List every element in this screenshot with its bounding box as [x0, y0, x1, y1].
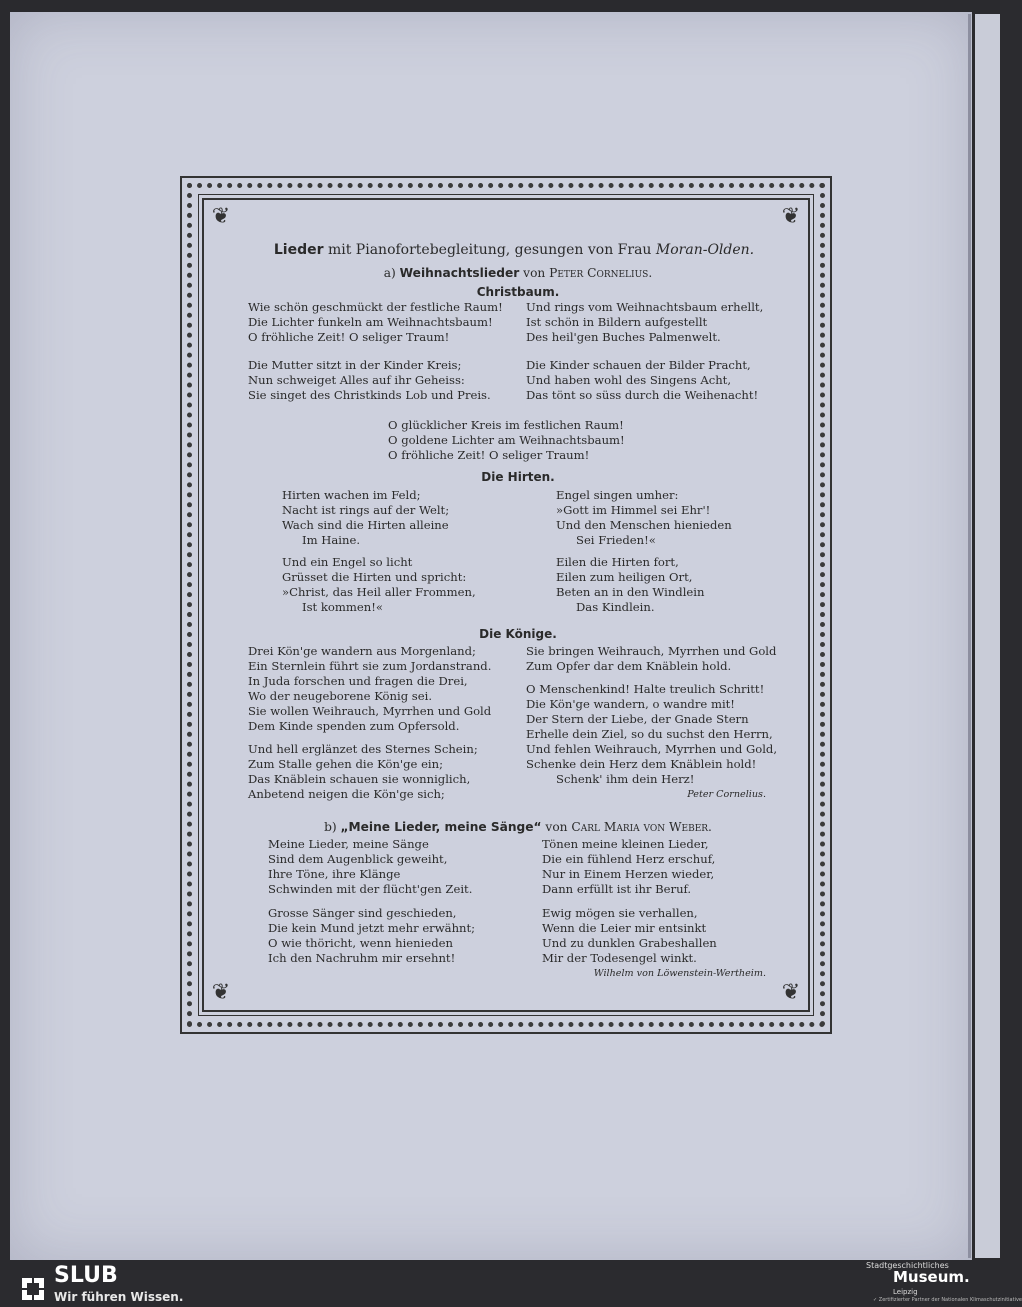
verse-line: Ein Sternlein führt sie zum Jordanstrand.	[248, 659, 492, 673]
hirten-heading: Die Hirten.	[481, 470, 555, 484]
verse-line: Dem Kinde spenden zum Opfersold.	[248, 719, 460, 733]
verse-line: Hirten wachen im Feld;	[282, 488, 421, 502]
signature-cornelius: Peter Cornelius.	[687, 789, 766, 800]
verse-line: O goldene Lichter am Weihnachtsbaum!	[388, 433, 625, 447]
verse-line: Nacht ist rings auf der Welt;	[282, 503, 450, 517]
christbaum-right	[526, 300, 763, 403]
corner-ornament-icon: ❦	[781, 980, 801, 1005]
verse-line: Nun schweiget Alles auf ihr Geheiss:	[248, 373, 465, 387]
verse-line: Im Haine.	[302, 533, 361, 547]
section-b-prefix: b)	[324, 820, 341, 834]
stanza-gap	[248, 734, 491, 742]
verse-line: Schwinden mit der flücht'gen Zeit.	[268, 882, 473, 896]
koenige-heading: Die Könige.	[479, 627, 557, 641]
verse-line: Drei Kön'ge wandern aus Morgenland;	[248, 644, 476, 658]
section-b-von: von	[541, 820, 572, 834]
verse-line: Die Kinder schauen der Bilder Pracht,	[526, 358, 751, 372]
verse-line: Des heil'gen Buches Palmenwelt.	[526, 330, 721, 344]
verse-line: Wie schön geschmückt der festliche Raum!	[248, 300, 503, 314]
verse-line: Ist kommen!«	[302, 600, 383, 614]
stanza-gap	[526, 674, 777, 682]
page-title	[240, 240, 788, 260]
stanza-gap	[282, 548, 476, 555]
verse-line: Und den Menschen hienieden	[556, 518, 732, 532]
verse-line: Erhelle dein Ziel, so du suchst den Herrn,	[526, 727, 773, 741]
verse-line: Beten an in den Windlein	[556, 585, 705, 599]
verse-line: Ihre Töne, ihre Klänge	[268, 867, 401, 881]
verse-line: Zum Stalle gehen die Kön'ge ein;	[248, 757, 444, 771]
program-text	[248, 240, 788, 987]
slub-name[interactable]: SLUB	[54, 1263, 118, 1288]
christbaum-refrain	[248, 418, 788, 463]
verse-line: Die Mutter sitzt in der Kinder Kreis;	[248, 358, 462, 372]
title-singer: Moran-Olden.	[655, 242, 755, 258]
title-bold: Lieder	[273, 242, 324, 258]
verse-line: Und fehlen Weihrauch, Myrrhen und Gold,	[526, 742, 778, 756]
weber-left	[268, 837, 475, 966]
corner-ornament-icon: ❦	[211, 980, 231, 1005]
section-b-composer: Carl Maria von Weber.	[571, 820, 712, 834]
museum-label: Stadtgeschichtliches	[866, 1261, 949, 1270]
hirten-left	[282, 488, 476, 615]
museum-certification: ✓ Zertifizierter Partner der Nationalen Klimaschutzinitiative	[873, 1297, 1022, 1303]
verse-line: Wach sind die Hirten alleine	[282, 518, 449, 532]
christbaum-left	[248, 300, 503, 403]
verse-line: Und zu dunklen Grabeshallen	[542, 936, 717, 950]
section-a-von: von	[519, 266, 550, 280]
verse-line: Schenke dein Herz dem Knäblein hold!	[526, 757, 757, 771]
verse-line: Eilen die Hirten fort,	[556, 555, 679, 569]
verse-line: O fröhliche Zeit! O seliger Traum!	[248, 330, 450, 344]
verse-line: Ewig mögen sie verhallen,	[542, 906, 698, 920]
museum-name[interactable]: Museum.	[893, 1268, 970, 1286]
page-fold	[968, 14, 971, 1258]
slub-slogan: Wir führen Wissen.	[54, 1290, 184, 1304]
verse-line: Ich den Nachruhm mir ersehnt!	[268, 951, 456, 965]
verse-line: Der Stern der Liebe, der Gnade Stern	[526, 712, 749, 726]
section-b-heading	[248, 818, 788, 836]
verse-line: Das tönt so süss durch die Weihenacht!	[526, 388, 759, 402]
christbaum-heading: Christbaum.	[476, 285, 560, 299]
verse-line: »Gott im Himmel sei Ehr'!	[556, 503, 711, 517]
verse-line: Sie singet des Christkinds Lob und Preis.	[248, 388, 491, 402]
verse-line: Das Knäblein schauen sie wonniglich,	[248, 772, 471, 786]
verse-line: Wo der neugeborene König sei.	[248, 689, 433, 703]
stanza-gap	[268, 897, 475, 906]
slub-logo-icon[interactable]	[20, 1276, 46, 1302]
koenige-right	[526, 644, 777, 802]
corner-ornament-icon: ❦	[211, 204, 231, 229]
signature-loewenstein: Wilhelm von Löwenstein-Wertheim.	[593, 968, 766, 979]
hirten-right	[556, 488, 732, 615]
stanza-gap	[248, 345, 503, 358]
verse-line: Das Kindlein.	[576, 600, 655, 614]
verse-line: O glücklicher Kreis im festlichen Raum!	[388, 418, 624, 432]
verse-line: Tönen meine kleinen Lieder,	[542, 837, 709, 851]
museum-city: Leipzig	[893, 1288, 918, 1296]
koenige-left	[248, 644, 491, 802]
christbaum-stanzas	[248, 300, 788, 405]
verse-line: Meine Lieder, meine Sänge	[268, 837, 429, 851]
verse-line: Sie wollen Weihrauch, Myrrhen und Gold	[248, 704, 492, 718]
verse-line: Mir der Todesengel winkt.	[542, 951, 697, 965]
verse-line: Die Lichter funkeln am Weihnachtsbaum!	[248, 315, 493, 329]
verse-line: Engel singen umher:	[556, 488, 679, 502]
section-a-heading	[248, 264, 788, 282]
verse-line: Und rings vom Weihnachtsbaum erhellt,	[526, 300, 764, 314]
section-b-bold: „Meine Lieder, meine Sänge“	[340, 820, 542, 834]
section-a-prefix: a)	[383, 266, 400, 280]
section-a-bold: Weihnachtslieder	[399, 266, 520, 280]
verse-line: Die kein Mund jetzt mehr erwähnt;	[268, 921, 476, 935]
corner-ornament-icon: ❦	[781, 204, 801, 229]
verse-line: Die ein fühlend Herz erschuf,	[542, 852, 716, 866]
koenige-stanzas	[248, 644, 788, 812]
verse-line: Anbetend neigen die Kön'ge sich;	[248, 787, 445, 801]
verse-line: Und ein Engel so licht	[282, 555, 413, 569]
section-a-composer: Peter Cornelius.	[549, 266, 653, 280]
stanza-gap	[542, 897, 766, 906]
verse-line: Grosse Sänger sind geschieden,	[268, 906, 457, 920]
verse-line: In Juda forschen und fragen die Drei,	[248, 674, 468, 688]
verse-line: Nur in Einem Herzen wieder,	[542, 867, 715, 881]
verse-line: Eilen zum heiligen Ort,	[556, 570, 693, 584]
verse-line: Und haben wohl des Singens Acht,	[526, 373, 732, 387]
verse-line: Dann erfüllt ist ihr Beruf.	[542, 882, 692, 896]
verse-line: Grüsset die Hirten und spricht:	[282, 570, 467, 584]
title-rest: mit Pianofortebegleitung, gesungen von Frau	[323, 242, 656, 258]
verse-line: Ist schön in Bildern aufgestellt	[526, 315, 708, 329]
verse-line: Wenn die Leier mir entsinkt	[542, 921, 707, 935]
weber-right	[542, 837, 766, 981]
verse-line: O fröhliche Zeit! O seliger Traum!	[388, 448, 590, 462]
verse-line: »Christ, das Heil aller Frommen,	[282, 585, 476, 599]
refrain-lines	[388, 418, 625, 463]
verse-line: Die Kön'ge wandern, o wandre mit!	[526, 697, 735, 711]
verse-line: Sie bringen Weihrauch, Myrrhen und Gold	[526, 644, 777, 658]
verse-line: Zum Opfer dar dem Knäblein hold.	[526, 659, 732, 673]
weber-stanzas	[248, 837, 788, 987]
next-page-edge	[975, 14, 1000, 1258]
stanza-gap	[526, 345, 763, 358]
verse-line: O Menschenkind! Halte treulich Schritt!	[526, 682, 765, 696]
verse-line: Schenk' ihm dein Herz!	[556, 772, 695, 786]
verse-line: O wie thöricht, wenn hienieden	[268, 936, 453, 950]
verse-line: Sei Frieden!«	[576, 533, 656, 547]
verse-line: Und hell erglänzet des Sternes Schein;	[248, 742, 478, 756]
stanza-gap	[556, 548, 732, 555]
verse-line: Sind dem Augenblick geweiht,	[268, 852, 448, 866]
hirten-stanzas	[248, 488, 788, 624]
